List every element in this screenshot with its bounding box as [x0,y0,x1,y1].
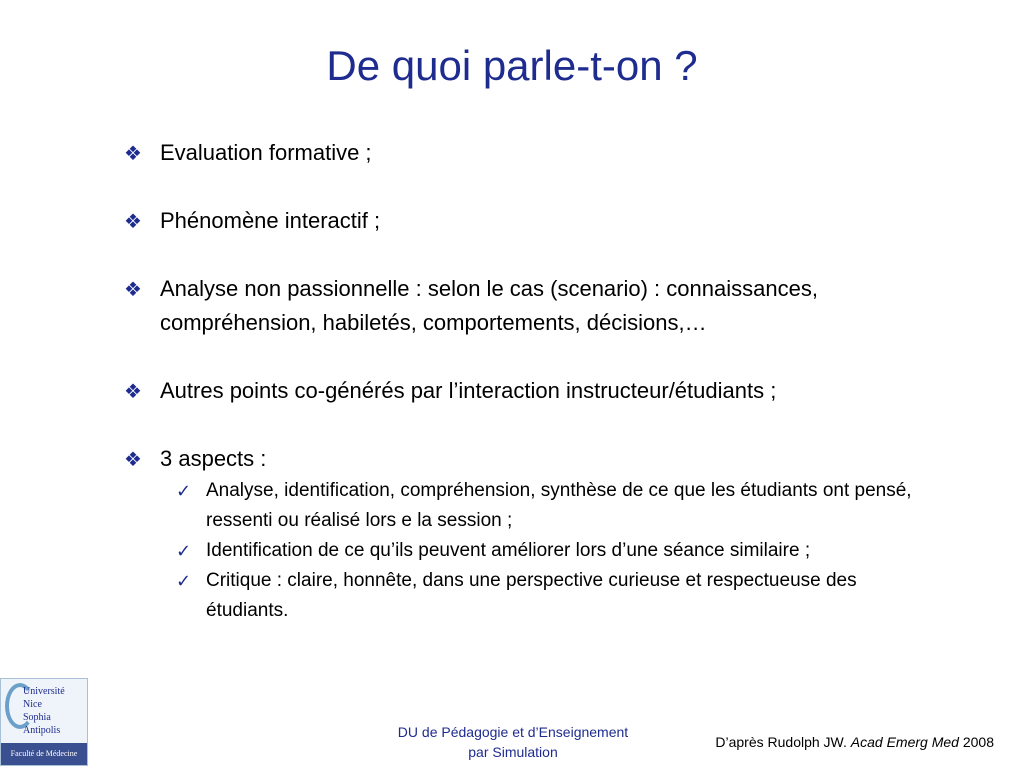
sub-bullet-item [160,476,940,536]
bullet-text: Phénomène interactif ; [160,208,381,233]
diamond-bullet-icon: ❖ [124,211,142,233]
footer-course: DU de Pédagogie et d’Enseignement par Simulation [397,724,629,760]
logo-text: Université Nice Sophia Antipolis [23,686,65,736]
slide-title: De quoi parle-t-on ? [326,42,698,89]
bullet-item [120,374,940,408]
checkmark-icon: ✓ [176,541,192,561]
bullet-item [120,442,940,626]
sub-bullet-text: Identification de ce qu’ils peuvent améliorer lors d’une séance similaire ; [206,540,811,561]
bullet-item [120,272,940,340]
bullet-list [120,136,940,626]
university-logo [0,678,88,766]
bullet-item [120,136,940,170]
diamond-bullet-icon: ❖ [124,279,142,301]
sub-bullet-text: Analyse, identification, compréhension, synthèse de ce que les étudiants ont pensé, ressenti ou réalisé lors e la session ; [206,480,912,531]
bullet-item [120,204,940,238]
diamond-bullet-icon: ❖ [124,143,142,165]
checkmark-icon: ✓ [176,571,192,591]
bullet-text: Evaluation formative ; [160,140,372,165]
sub-bullet-item [160,536,940,566]
footer-reference: D’après Rudolph JW. Acad Emerg Med 2008 [715,734,994,750]
bullet-text: 3 aspects : [160,446,267,471]
sub-bullet-item [160,566,940,626]
diamond-bullet-icon: ❖ [124,449,142,471]
checkmark-icon: ✓ [176,481,192,501]
sub-bullet-text: Critique : claire, honnête, dans une perspective curieuse et respectueuse des étudiants. [206,570,857,621]
bullet-text: Analyse non passionnelle : selon le cas (scenario) : connaissances, compréhension, habiletés, comportements, décisions,… [160,276,818,335]
logo-band: Faculté de Médecine [1,743,87,765]
bullet-text: Autres points co-générés par l’interaction instructeur/étudiants ; [160,378,777,403]
diamond-bullet-icon: ❖ [124,381,142,403]
